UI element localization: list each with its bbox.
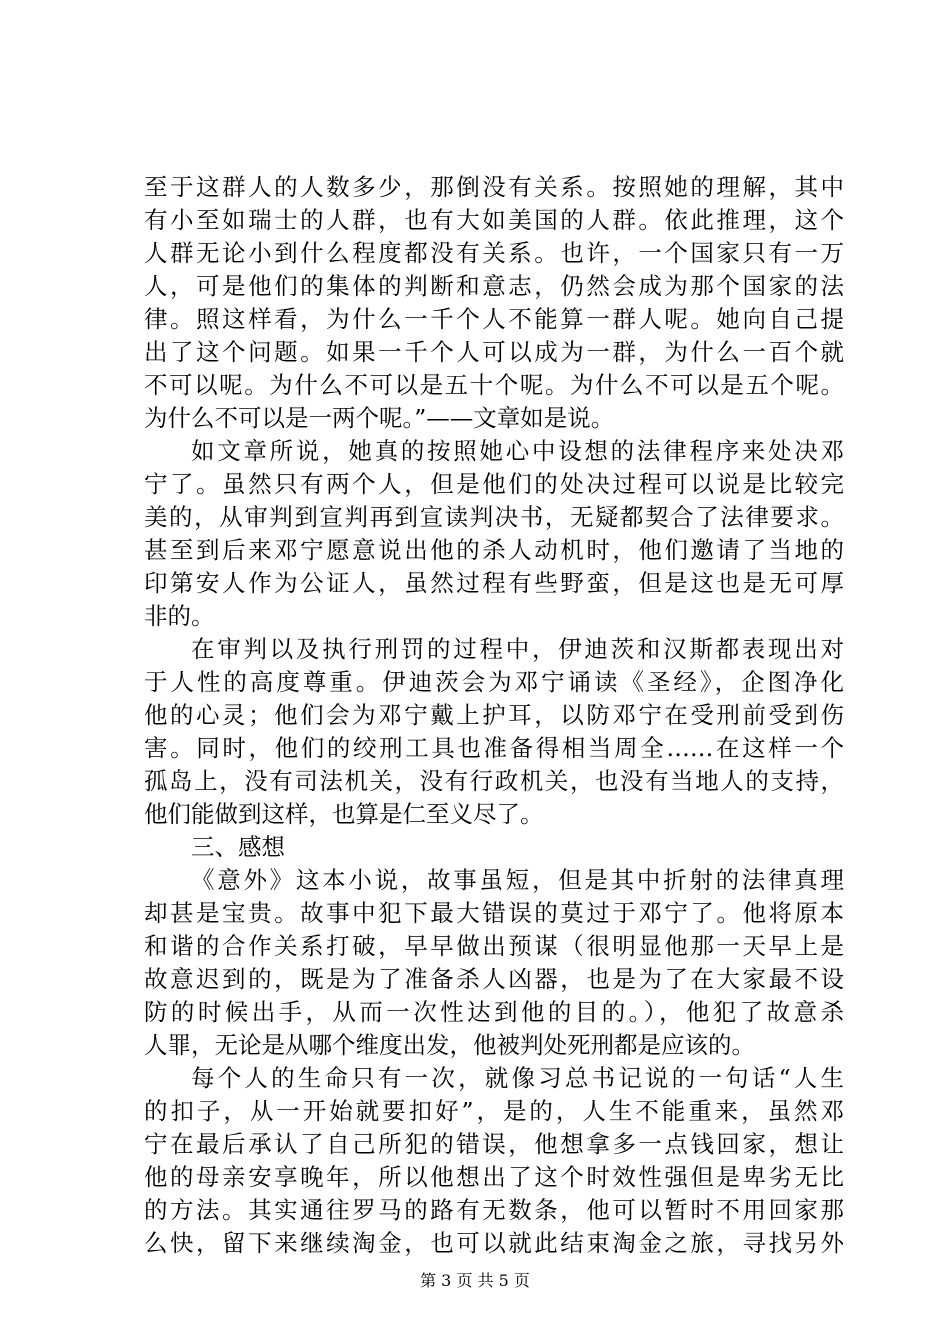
text-line: 人群无论小到什么程度都没有关系。也许，一个国家只有一万 bbox=[144, 239, 844, 267]
text-line: 孤岛上，没有司法机关，没有行政机关，也没有当地人的支持， bbox=[144, 767, 844, 795]
text-line: 他的心灵；他们会为邓宁戴上护耳，以防邓宁在受刑前受到伤 bbox=[144, 701, 844, 729]
section-heading: 三、感想 bbox=[191, 833, 285, 861]
text-line: 不可以呢。为什么不可以是五十个呢。为什么不可以是五个呢。 bbox=[144, 371, 844, 399]
text-line: 出了这个问题。如果一千个人可以成为一群，为什么一百个就 bbox=[144, 338, 844, 366]
text-line: 么快，留下来继续淘金，也可以就此结束淘金之旅，寻找另外 bbox=[144, 1229, 844, 1257]
text-line: 为什么不可以是一两个呢。”——文章如是说。 bbox=[144, 404, 615, 432]
text-line: 《意外》这本小说，故事虽短，但是其中折射的法律真理 bbox=[191, 866, 844, 894]
text-line: 却甚是宝贵。故事中犯下最大错误的莫过于邓宁了。他将原本 bbox=[144, 899, 844, 927]
page-number-label: 第 3 页 共 5 页 bbox=[420, 1271, 530, 1290]
text-line: 每个人的生命只有一次，就像习总书记说的一句话“人生 bbox=[191, 1064, 844, 1092]
text-line: 于人性的高度尊重。伊迪茨会为邓宁诵读《圣经》，企图净化 bbox=[144, 668, 844, 696]
text-line: 的方法。其实通往罗马的路有无数条，他可以暂时不用回家那 bbox=[144, 1196, 844, 1224]
text-line: 美的，从审判到宣判再到宣读判决书，无疑都契合了法律要求。 bbox=[144, 503, 844, 531]
text-line: 非的。 bbox=[144, 602, 215, 630]
text-line: 律。照这样看，为什么一千个人不能算一群人呢。她向自己提 bbox=[144, 305, 844, 333]
body-text bbox=[144, 171, 844, 1260]
page-footer bbox=[0, 1271, 950, 1291]
text-line: 故意迟到的，既是为了准备杀人凶器，也是为了在大家最不设 bbox=[144, 965, 844, 993]
text-line: 他们能做到这样，也算是仁至义尽了。 bbox=[144, 800, 544, 828]
text-line: 人罪，无论是从哪个维度出发，他被判处死刑都是应该的。 bbox=[144, 1031, 755, 1059]
text-line: 宁了。虽然只有两个人，但是他们的处决过程可以说是比较完 bbox=[144, 470, 844, 498]
text-line: 和谐的合作关系打破，早早做出预谋（很明显他那一天早上是 bbox=[144, 932, 844, 960]
text-line: 有小至如瑞士的人群，也有大如美国的人群。依此推理，这个 bbox=[144, 206, 844, 234]
text-line: 宁在最后承认了自己所犯的错误，他想拿多一点钱回家，想让 bbox=[144, 1130, 844, 1158]
text-line: 害。同时，他们的绞刑工具也准备得相当周全……在这样一个 bbox=[144, 734, 844, 762]
text-line: 防的时候出手，从而一次性达到他的目的。），他犯了故意杀 bbox=[144, 998, 844, 1026]
text-line: 如文章所说，她真的按照她心中设想的法律程序来处决邓 bbox=[191, 437, 844, 465]
text-line: 的扣子，从一开始就要扣好”，是的，人生不能重来，虽然邓 bbox=[144, 1097, 844, 1125]
text-line: 人，可是他们的集体的判断和意志，仍然会成为那个国家的法 bbox=[144, 272, 844, 300]
text-line: 他的母亲安享晚年，所以他想出了这个时效性强但是卑劣无比 bbox=[144, 1163, 844, 1191]
text-line: 至于这群人的人数多少，那倒没有关系。按照她的理解，其中 bbox=[144, 173, 844, 201]
text-line: 在审判以及执行刑罚的过程中，伊迪茨和汉斯都表现出对 bbox=[191, 635, 844, 663]
text-line: 甚至到后来邓宁愿意说出他的杀人动机时，他们邀请了当地的 bbox=[144, 536, 844, 564]
text-line: 印第安人作为公证人，虽然过程有些野蛮，但是这也是无可厚 bbox=[144, 569, 844, 597]
